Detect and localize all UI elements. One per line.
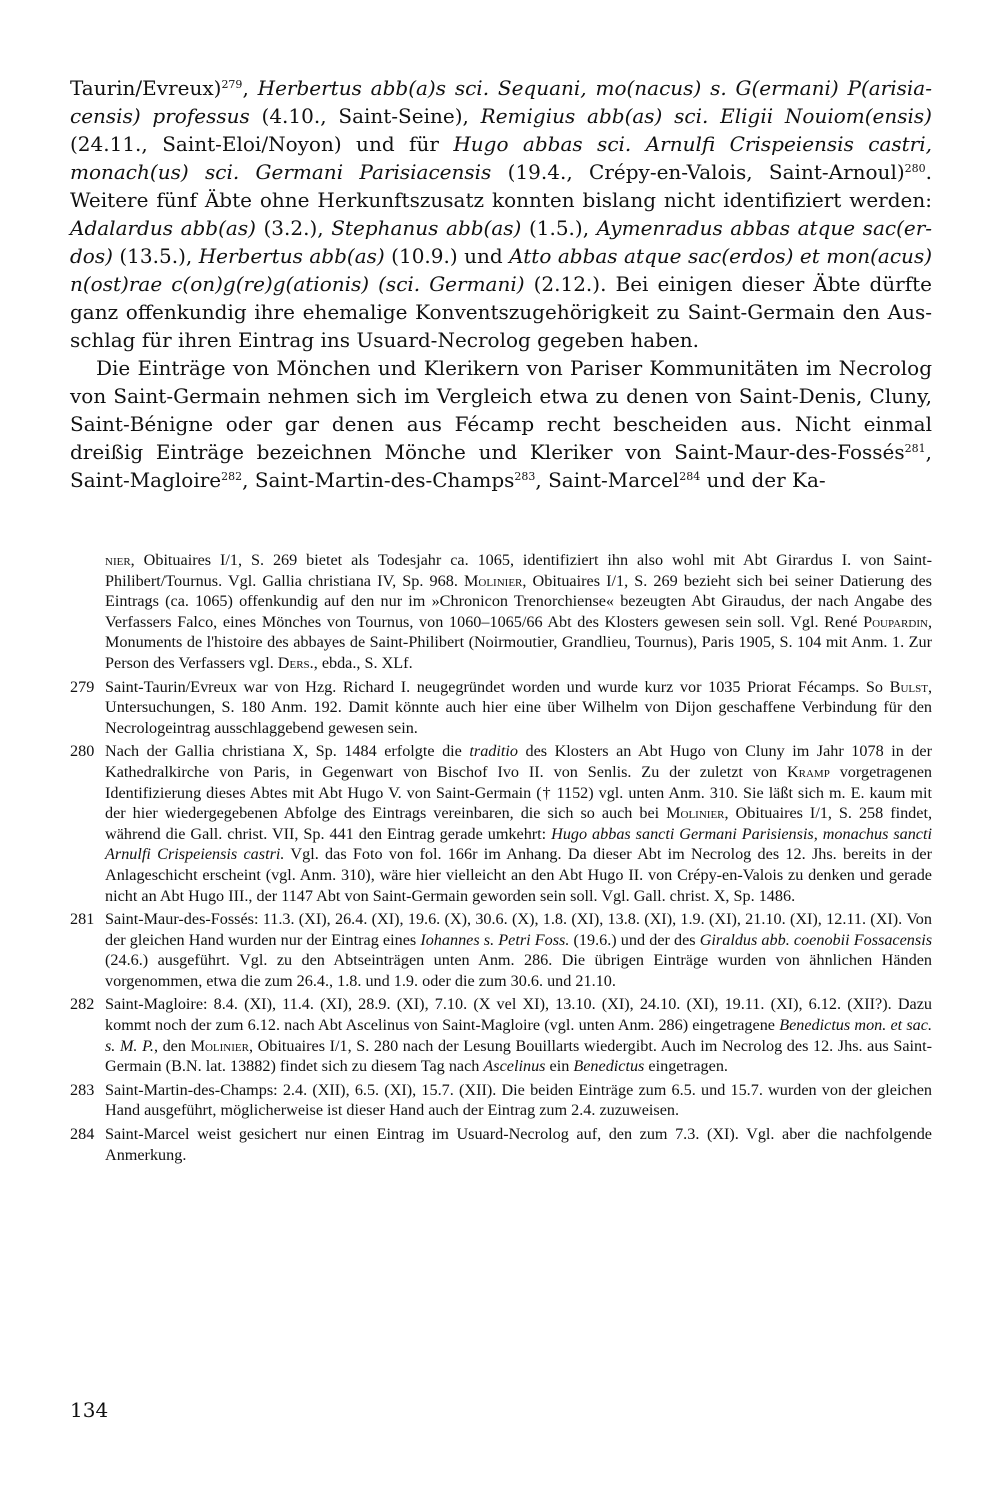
author-name: nier bbox=[105, 551, 131, 569]
author-name: Molinier bbox=[190, 1036, 249, 1055]
italic-text: Iohannes s. Petri Foss. bbox=[420, 930, 570, 949]
text-run: . Weitere fünf Äbte ohne Herkunftszusatz konnten bislang nicht identifiziert werden: bbox=[70, 160, 932, 212]
text-run: , Obituaires I/1, S. 258 findet, während die Gall. christ. VII, Sp. 441 den Eintrag gerade umkehrt: bbox=[105, 804, 933, 843]
footnote-282 bbox=[70, 994, 932, 1076]
footnote-number: 280 bbox=[70, 742, 95, 761]
author-name: Poupardin bbox=[863, 612, 928, 631]
text-run: Die Einträge von Mönchen und Klerikern von Pariser Kommunitäten im Necrolog von Saint-Germain nehmen sich im Vergleich etwa zu denen von Saint-Denis, Cluny, Saint-Bénigne oder gar denen aus Fécamp recht bescheiden aus. Nicht einmal dreißig Einträge bezeichnen Mönche und Kleriker von Saint-Maur-des-Fossés bbox=[70, 356, 932, 464]
text-run: , Monuments de l'histoire des abbayes de Saint-Philibert (Noirmoutier, Grandlieu, Tournus), Paris 1905, S. 104 mit Anm. 1. Zur Person des Verfassers vgl. bbox=[105, 612, 932, 672]
text-run: , Saint-Magloire bbox=[70, 440, 932, 492]
italic-text: Herbertus abb(as) bbox=[198, 244, 385, 268]
text-run: Vgl. das Foto von fol. 166r im Anhang. Da dieser Abt im Necrolog des 12. Jhs. bereits in der Anlageschicht erscheint (vgl. Anm. 310), wäre hier vielleicht an den Abt Hugo II. von Crépy-en-Valois zu denken und gerade nicht an Abt Hugo III., der 1147 Abt von Saint-Germain geworden sein soll. Vgl. Gall. christ. X, Sp. 1486. bbox=[105, 845, 932, 905]
italic-text: traditio bbox=[469, 742, 518, 761]
text-run: Saint-Martin-des-Champs: 2.4. (XII), 6.5. (XI), 15.7. (XII). Die beiden Einträge zum 6.5. und 15.7. wurden von der gleichen Hand ausgeführt, möglicherweise ist dieser Hand auch der Eintrag zum 2.4. zuzuweisen. bbox=[105, 1080, 932, 1120]
italic-text: Adalardus abb(as) bbox=[70, 216, 256, 240]
italic-text: Herbertus abb(a)s sci. Sequani, mo(nacus) s. G(ermani) P(arisiacensis) professus bbox=[70, 76, 932, 128]
paragraph-2 bbox=[70, 354, 932, 494]
text-run: des Klosters an Abt Hugo von Cluny im Jahr 1078 in der Kathedralkirche von Paris, in Gegenwart von Bischof Ivo II. von Senlis. Zu der zuletzt von bbox=[105, 742, 932, 781]
text-run: (3.2.), bbox=[255, 216, 332, 240]
footnote-ref: 284 bbox=[679, 470, 701, 483]
text-run: (19.4., Crépy-en-Valois, Saint-Arnoul) bbox=[491, 160, 905, 184]
text-run: (10.9.) und bbox=[384, 244, 510, 268]
author-name: Ders. bbox=[277, 653, 314, 672]
italic-text: Benedictus bbox=[573, 1057, 645, 1076]
page-body bbox=[70, 74, 932, 494]
paragraph-1 bbox=[70, 74, 932, 354]
text-run: (24.11., Saint-Eloi/Noyon) und für bbox=[70, 132, 454, 156]
italic-text: Remigius abb(as) sci. Eligii Nouiom(ensis) bbox=[480, 104, 932, 128]
text-run: , bbox=[242, 76, 258, 100]
text-run: , Obituaires I/1, S. 269 bezieht sich bei seiner Datierung des Eintrags (ca. 1065) offenkundig auf den nur im »Chronicon Trenorchiense« bezeugten Abt Giraudus, der nach Angabe des Verfassers Falco, eines Mönches von Tournus, von 1060–1065/66 Abt des Klosters gewesen sein soll. Vgl. René bbox=[105, 571, 932, 631]
text-run: eingetragen. bbox=[644, 1057, 728, 1076]
footnote-279 bbox=[70, 677, 932, 739]
footnote-ref: 281 bbox=[904, 442, 926, 455]
text-run: Saint-Taurin/Evreux war von Hzg. Richard I. neugegründet worden und wurde kurz vor 1035 Priorat Fécamps. So bbox=[105, 677, 890, 696]
text-run: , Saint-Marcel bbox=[535, 468, 680, 492]
text-run: , Obituaires I/1, S. 280 nach der Lesung Bouillarts wiedergibt. Auch im Necrolog des 12. Jhs. aus Saint-Germain (B.N. lat. 13882) findet sich zu diesem Tag nach bbox=[105, 1036, 932, 1076]
text-run: (4.10., Saint-Seine), bbox=[249, 104, 481, 128]
text-run: (24.6.) ausgeführt. Vgl. zu den Abtseinträgen unten Anm. 286. Die übrigen Einträge wurden von ähnlichen Händen vorgenommen, etwa die zum 26.4., 1.8. und 1.9. oder die zum 30.6. und 21.10. bbox=[105, 951, 932, 990]
footnote-number: 279 bbox=[70, 677, 95, 696]
text-run: (1.5.), bbox=[521, 216, 597, 240]
footnote-ref: 279 bbox=[221, 78, 243, 91]
text-run: ein bbox=[545, 1057, 574, 1076]
footnote-283 bbox=[70, 1080, 932, 1121]
footnote-continuation bbox=[70, 550, 932, 674]
italic-text: Atto abbas atque sac(erdos) et mon(acus) n(ost)rae c(on)g(re)g(ationis) (sci. Germani) bbox=[70, 244, 933, 296]
author-name: Bulst bbox=[889, 677, 928, 696]
footnote-ref: 280 bbox=[904, 162, 926, 175]
footnote-number: 282 bbox=[70, 995, 95, 1014]
page-number: 134 bbox=[70, 1398, 109, 1422]
text-run: Saint-Maur-des-Fossés: 11.3. (XI), 26.4. (XI), 19.6. (X), 30.6. (X), 1.8. (XI), 13.8. (XI), 1.9. (XI), 21.10. (XI), 12.11. (XI). Von der gleichen Hand wurden nur der Eintrag eines bbox=[105, 910, 932, 949]
footnote-280 bbox=[70, 741, 932, 906]
italic-text: Giraldus abb. coenobii Fossacensis bbox=[699, 930, 932, 949]
footnote-284 bbox=[70, 1124, 932, 1165]
text-run: Saint-Marcel weist gesichert nur einen Eintrag im Usuard-Necrolog auf, den zum 7.3. (XI). Vgl. aber die nachfolgende Anmerkung. bbox=[105, 1125, 932, 1164]
footnote-number: 283 bbox=[70, 1080, 95, 1099]
text-run: und der Ka- bbox=[700, 468, 826, 492]
text-run: Saint-Magloire: 8.4. (XI), 11.4. (XI), 28.9. (XI), 7.10. (X vel XI), 13.10. (XI), 24.10. (XI), 19.11. (XI), 6.12. (XII?). Dazu kommt noch der zum 6.12. nach Abt Ascelinus von Saint-Magloire (vgl. unten Anm. 286) eingetragene bbox=[105, 995, 932, 1035]
text-run: , Obituaires I/1, S. 269 bietet als Todesjahr ca. 1065, identifiziert ihn also wohl mit Abt Girardus I. von Saint-Philibert/Tournus. Vgl. Gallia christiana IV, Sp. 968. bbox=[105, 551, 932, 590]
text-run: Nach der Gallia christiana X, Sp. 1484 erfolgte die bbox=[105, 742, 470, 761]
footnote-number: 281 bbox=[70, 910, 95, 929]
italic-text: Hugo abbas sancti Germani Parisiensis, monachus sancti Arnulfi Crispeiensis castri. bbox=[105, 824, 932, 864]
text-run: , ebda., S. XLf. bbox=[313, 653, 413, 672]
text-run: , den bbox=[153, 1036, 191, 1055]
text-run: (13.5.), bbox=[112, 244, 199, 268]
italic-text: Stephanus abb(as) bbox=[331, 216, 522, 240]
italic-text: Benedictus mon. et sac. s. M. P. bbox=[105, 1016, 932, 1055]
text-run: vorgetragenen Identifizierung dieses Abtes mit Abt Hugo V. von Saint-Germain († 1152) vgl. unten Anm. 310. Sie läßt sich m. E. kaum mit der hier wiedergegebenen Abfolge des Eintrags vereinbaren, die sich so auch bei bbox=[105, 762, 932, 823]
italic-text: Hugo abbas sci. Arnulfi Crispeiensis castri, monach(us) sci. Germani Parisiacensis bbox=[70, 132, 932, 184]
author-name: Molinier bbox=[464, 571, 523, 590]
text-run: (19.6.) und der des bbox=[569, 930, 700, 949]
text-run: (2.12.). Bei einigen dieser Äbte dürfte ganz offenkundig ihre ehemalige Konventszugehörigkeit zu Saint-Germain den Ausschlag für ihren Eintrag ins Usuard-Necrolog gegeben haben. bbox=[70, 272, 932, 352]
footnote-281 bbox=[70, 909, 932, 991]
text-run: , Untersuchungen, S. 180 Anm. 192. Damit könnte auch hier eine über Wilhelm von Dijon geschaffene Verbindung für den Necrologeintrag ausschlaggebend gewesen sein. bbox=[105, 677, 932, 737]
footnotes bbox=[70, 550, 932, 1168]
footnote-number: 284 bbox=[70, 1125, 95, 1144]
main-text bbox=[70, 74, 932, 494]
italic-text: Ascelinus bbox=[483, 1057, 546, 1076]
author-name: Kramp bbox=[786, 762, 830, 781]
italic-text: Aymenradus abbas atque sac(erdos) bbox=[70, 216, 933, 268]
text-run: , Saint-Martin-des-Champs bbox=[242, 468, 515, 492]
author-name: Molinier bbox=[666, 804, 725, 823]
footnote-ref: 283 bbox=[514, 470, 536, 483]
text-run: Taurin/Evreux) bbox=[70, 76, 222, 100]
footnote-ref: 282 bbox=[221, 470, 243, 483]
